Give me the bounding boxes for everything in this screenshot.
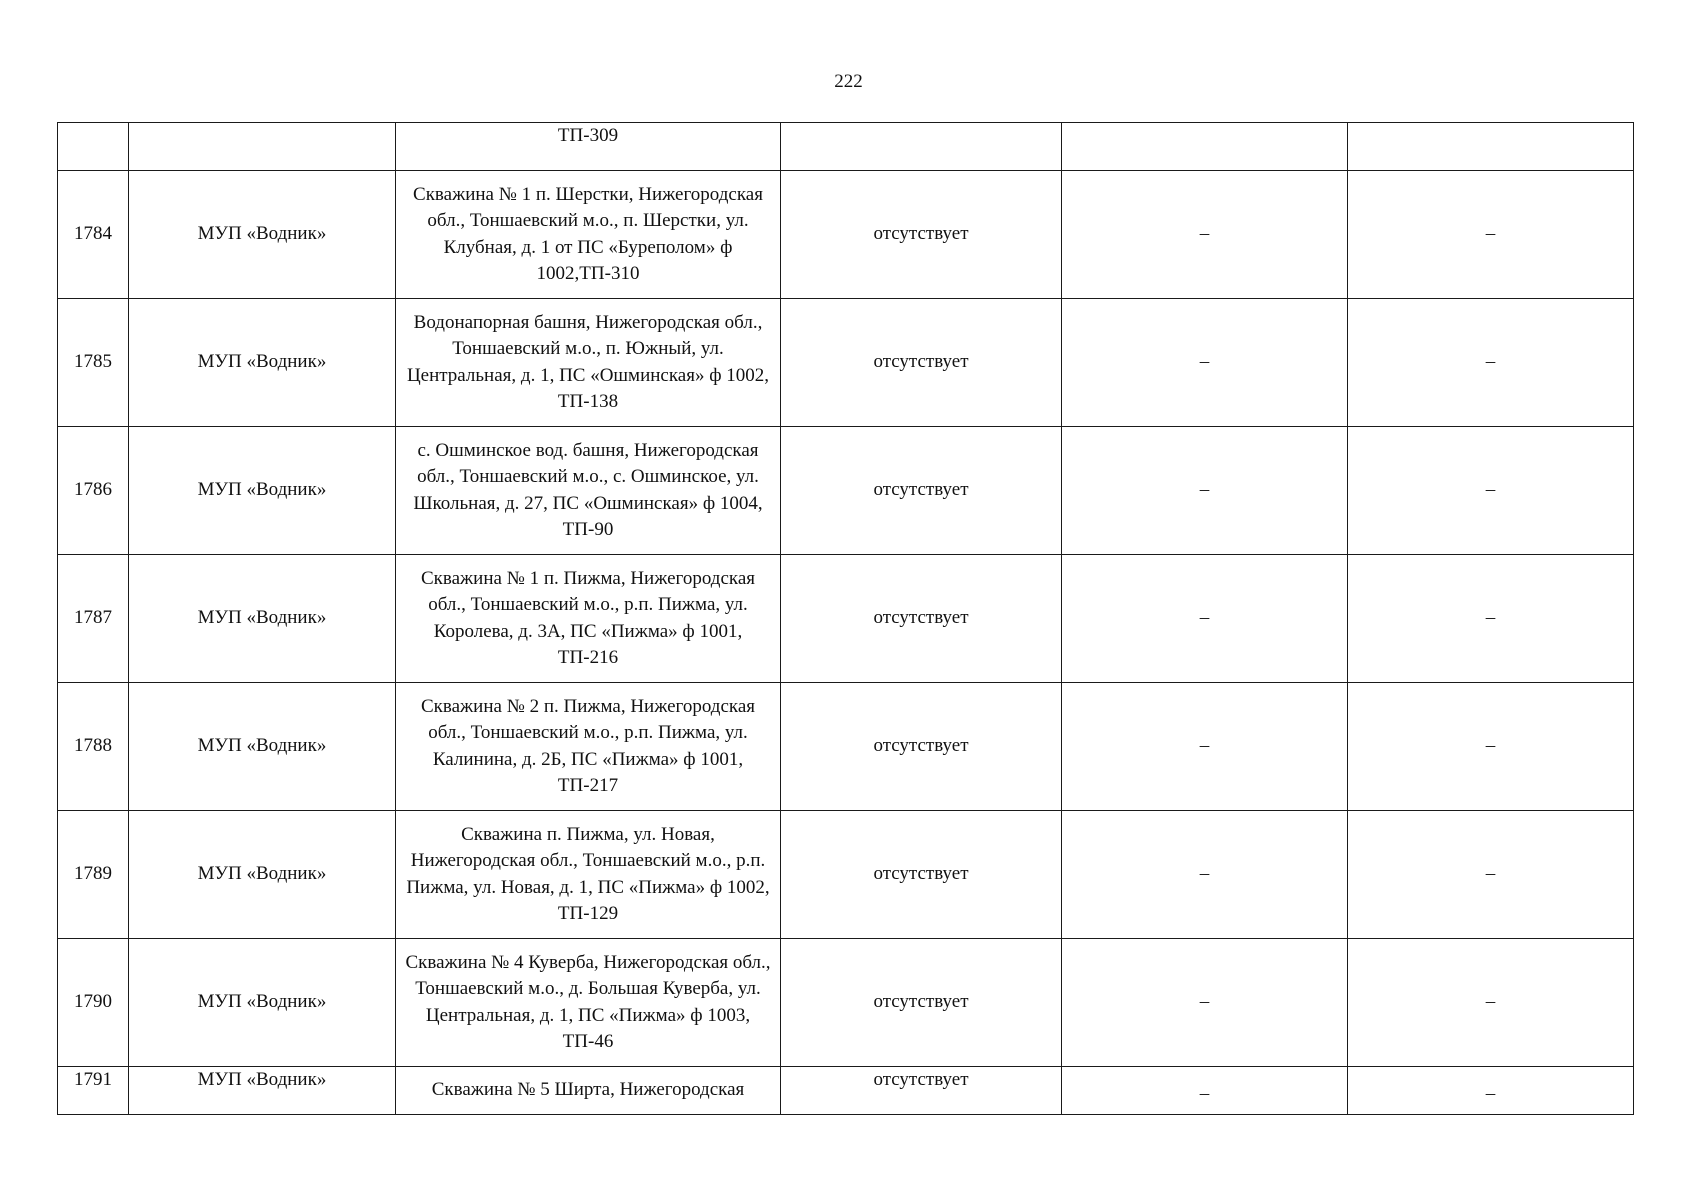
cell-document: отсутствует xyxy=(781,555,1062,683)
cell-num: 1786 xyxy=(58,427,129,555)
cell-col5: – xyxy=(1062,171,1348,299)
cell-document: отсутствует xyxy=(781,427,1062,555)
table-row xyxy=(58,171,1634,299)
table-row xyxy=(58,427,1634,555)
cell-object: Скважина № 1 п. Пижма, Нижегородская обл., Тоншаевский м.о., р.п. Пижма, ул. Королева, д. 3А, ПС «Пижма» ф 1001, ТП-216 xyxy=(396,555,781,683)
cell-num xyxy=(58,123,129,171)
cell-col5: – xyxy=(1062,299,1348,427)
cell-org: МУП «Водник» xyxy=(129,427,396,555)
cell-num: 1791 xyxy=(58,1067,129,1115)
cell-num: 1787 xyxy=(58,555,129,683)
cell-num: 1785 xyxy=(58,299,129,427)
cell-org xyxy=(129,123,396,171)
cell-document: отсутствует xyxy=(781,939,1062,1067)
cell-document: отсутствует xyxy=(781,171,1062,299)
cell-org: МУП «Водник» xyxy=(129,939,396,1067)
cell-org: МУП «Водник» xyxy=(129,299,396,427)
cell-col6: – xyxy=(1348,427,1634,555)
continuation-row xyxy=(58,123,1634,171)
cell-document: отсутствует xyxy=(781,1067,1062,1115)
cell-num: 1788 xyxy=(58,683,129,811)
cell-object: Скважина п. Пижма, ул. Новая, Нижегородская обл., Тоншаевский м.о., р.п. Пижма, ул. Новая, д. 1, ПС «Пижма» ф 1002, ТП-129 xyxy=(396,811,781,939)
cell-col6: – xyxy=(1348,299,1634,427)
cell-document: отсутствует xyxy=(781,299,1062,427)
cell-object: Скважина № 2 п. Пижма, Нижегородская обл., Тоншаевский м.о., р.п. Пижма, ул. Калинина, д. 2Б, ПС «Пижма» ф 1001, ТП-217 xyxy=(396,683,781,811)
cell-object: Скважина № 1 п. Шерстки, Нижегородская обл., Тоншаевский м.о., п. Шерстки, ул. Клубная, д. 1 от ПС «Буреполом» ф 1002,ТП-310 xyxy=(396,171,781,299)
cell-col5: – xyxy=(1062,555,1348,683)
cell-col6: – xyxy=(1348,811,1634,939)
cell-num: 1790 xyxy=(58,939,129,1067)
cell-col6 xyxy=(1348,123,1634,171)
page-number: 222 xyxy=(834,71,863,92)
cell-col6: – xyxy=(1348,555,1634,683)
cell-col5: – xyxy=(1062,939,1348,1067)
table-row xyxy=(58,683,1634,811)
cell-object: Водонапорная башня, Нижегородская обл., Тоншаевский м.о., п. Южный, ул. Центральная, д. 1, ПС «Ошминская» ф 1002, ТП-138 xyxy=(396,299,781,427)
table-row xyxy=(58,555,1634,683)
table-row xyxy=(58,939,1634,1067)
cell-org: МУП «Водник» xyxy=(129,683,396,811)
table-row xyxy=(58,299,1634,427)
cell-object: Скважина № 5 Ширта, Нижегородская xyxy=(396,1067,781,1115)
cell-org: МУП «Водник» xyxy=(129,171,396,299)
cell-org: МУП «Водник» xyxy=(129,555,396,683)
table-row xyxy=(58,1067,1634,1115)
cell-col6: – xyxy=(1348,1067,1634,1115)
cell-col5: – xyxy=(1062,427,1348,555)
cell-object: с. Ошминское вод. башня, Нижегородская обл., Тоншаевский м.о., с. Ошминское, ул. Школьная, д. 27, ПС «Ошминская» ф 1004, ТП-90 xyxy=(396,427,781,555)
cell-document: отсутствует xyxy=(781,683,1062,811)
cell-document: отсутствует xyxy=(781,811,1062,939)
cell-object: ТП-309 xyxy=(396,123,781,171)
register-table xyxy=(57,122,1634,1115)
cell-num: 1784 xyxy=(58,171,129,299)
cell-col5: – xyxy=(1062,1067,1348,1115)
table-row xyxy=(58,811,1634,939)
cell-num: 1789 xyxy=(58,811,129,939)
cell-org: МУП «Водник» xyxy=(129,811,396,939)
cell-col6: – xyxy=(1348,683,1634,811)
cell-col6: – xyxy=(1348,171,1634,299)
cell-col6: – xyxy=(1348,939,1634,1067)
cell-object: Скважина № 4 Куверба, Нижегородская обл., Тоншаевский м.о., д. Большая Куверба, ул. Центральная, д. 1, ПС «Пижма» ф 1003, ТП-46 xyxy=(396,939,781,1067)
cell-org: МУП «Водник» xyxy=(129,1067,396,1115)
cell-col5: – xyxy=(1062,683,1348,811)
cell-document xyxy=(781,123,1062,171)
cell-col5 xyxy=(1062,123,1348,171)
cell-col5: – xyxy=(1062,811,1348,939)
